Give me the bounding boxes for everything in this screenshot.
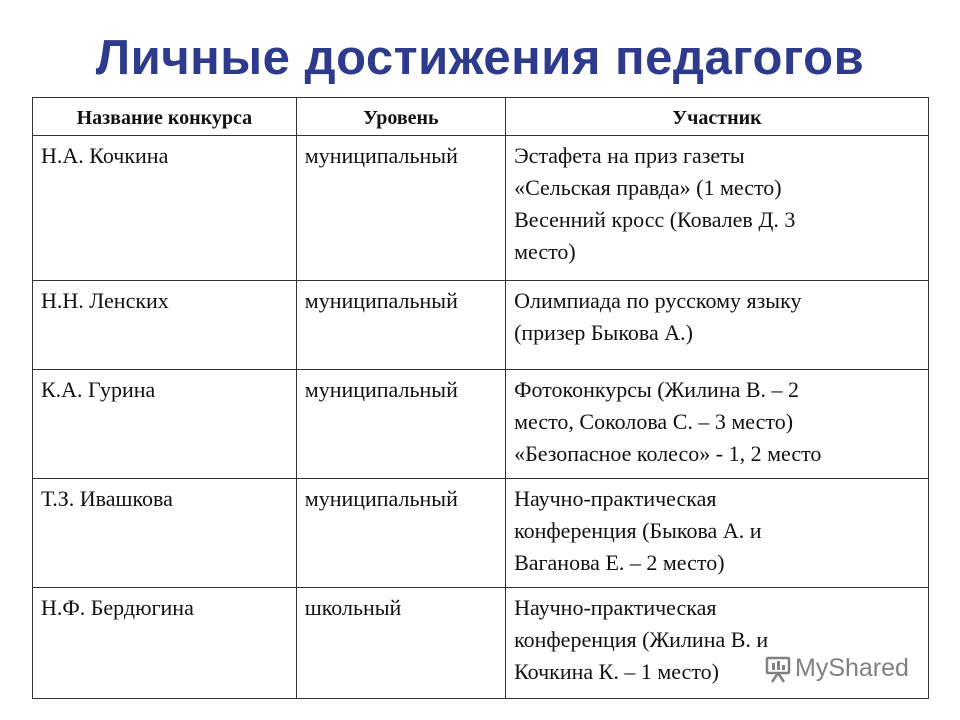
- cell-name: Н.Н. Ленских: [33, 281, 297, 370]
- table-row: [33, 136, 929, 281]
- cell-level: муниципальный: [296, 479, 505, 588]
- achievements-table: [32, 97, 929, 699]
- table-row: [33, 479, 929, 588]
- participant-line: Научно-практическая: [514, 486, 717, 511]
- cell-level: муниципальный: [296, 370, 505, 479]
- participant-line: «Сельская правда» (1 место): [514, 175, 782, 200]
- watermark-text: MyShared: [795, 654, 909, 682]
- header-contest-name: Название конкурса: [33, 98, 297, 136]
- participant-line: Фотоконкурсы (Жилина В. – 2: [514, 377, 800, 402]
- table-row: [33, 370, 929, 479]
- participant-line: Олимпиада по русскому языку: [514, 288, 802, 313]
- cell-level: муниципальный: [296, 136, 505, 281]
- table-row: [33, 281, 929, 370]
- slide-title: Личные достижения педагогов: [95, 31, 865, 85]
- header-participant: Участник: [506, 98, 929, 136]
- participant-line: Весенний кросс (Ковалев Д. 3: [514, 207, 796, 232]
- cell-level: муниципальный: [296, 281, 505, 370]
- participant-line: конференция (Быкова А. и: [514, 518, 762, 543]
- participant-line: Эстафета на приз газеты: [514, 143, 745, 168]
- presentation-board-icon: [765, 655, 791, 683]
- participant-line: место): [514, 239, 576, 264]
- participant-line: (призер Быкова А.): [514, 320, 693, 345]
- cell-participant: [506, 479, 929, 588]
- cell-name: Н.А. Кочкина: [33, 136, 297, 281]
- cell-name: К.А. Гурина: [33, 370, 297, 479]
- participant-line: Кочкина К. – 1 место): [514, 659, 719, 684]
- table-header-row: [33, 98, 929, 136]
- participant-line: «Безопасное колесо» - 1, 2 место: [514, 441, 822, 466]
- cell-name: Т.З. Ивашкова: [33, 479, 297, 588]
- participant-line: место, Соколова С. – 3 место): [514, 409, 794, 434]
- cell-name: Н.Ф. Бердюгина: [33, 588, 297, 699]
- watermark: [765, 654, 909, 683]
- cell-participant: [506, 281, 929, 370]
- participant-line: Научно-практическая: [514, 595, 717, 620]
- participant-line: Ваганова Е. – 2 место): [514, 550, 725, 575]
- header-level: Уровень: [296, 98, 505, 136]
- cell-participant: [506, 136, 929, 281]
- cell-level: школьный: [296, 588, 505, 699]
- cell-participant: [506, 370, 929, 479]
- participant-line: конференция (Жилина В. и: [514, 627, 769, 652]
